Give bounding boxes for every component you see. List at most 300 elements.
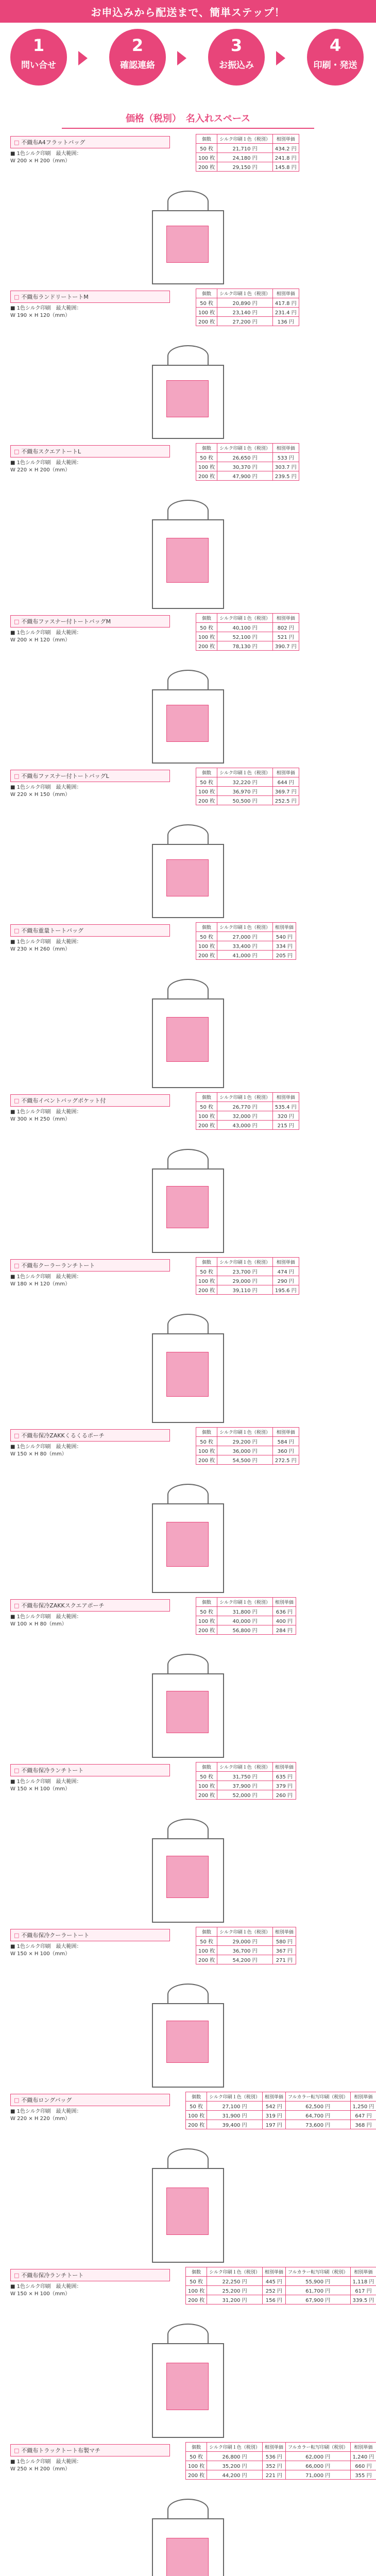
table-row xyxy=(196,777,299,787)
bag-illustration xyxy=(142,1984,234,2081)
bag-outline-icon xyxy=(152,844,224,918)
table-cell: 200 枚 xyxy=(196,317,217,326)
table-row xyxy=(196,1625,296,1635)
table-cell: 31,200 円 xyxy=(207,2295,263,2304)
price-table xyxy=(196,768,299,805)
price-table xyxy=(196,1257,299,1295)
table-cell: 1,240 円 xyxy=(350,2452,376,2461)
table-row xyxy=(196,1267,299,1276)
product-name-text: 不織布ロングバッグ xyxy=(21,2097,72,2104)
table-cell: 67,900 円 xyxy=(285,2295,350,2304)
price-table xyxy=(196,1762,296,1800)
table-header: 相別単価 xyxy=(272,1093,299,1102)
table-cell: 200 枚 xyxy=(196,1955,217,1964)
step-arrow-icon xyxy=(276,51,285,65)
table-row xyxy=(196,1437,299,1446)
bag-outline-icon xyxy=(152,2518,224,2576)
table-cell: 54,200 円 xyxy=(217,1955,273,1964)
product-block xyxy=(0,1257,376,1422)
table-cell: 62,500 円 xyxy=(285,2102,350,2111)
spec-dimensions: W 200 × H 120（mm） xyxy=(10,637,71,643)
table-header: シルク印刷１色（税別） xyxy=(207,2443,263,2452)
table-header: 相別単価 xyxy=(272,923,296,932)
square-icon: □ xyxy=(14,1262,22,1269)
step-number: 3 xyxy=(230,36,243,55)
table-cell: 100 枚 xyxy=(196,632,217,641)
table-header: 個数 xyxy=(196,1428,217,1437)
table-cell: 200 枚 xyxy=(196,1455,217,1465)
table-row xyxy=(196,144,299,153)
table-header: 個数 xyxy=(196,768,217,777)
table-cell: 647 円 xyxy=(350,2111,376,2120)
table-cell: 367 円 xyxy=(272,1946,296,1955)
table-cell: 66,000 円 xyxy=(285,2461,350,2470)
square-icon: □ xyxy=(14,927,22,934)
table-cell: 40,100 円 xyxy=(217,623,273,632)
square-icon: □ xyxy=(14,618,22,625)
table-cell: 636 円 xyxy=(272,1607,296,1616)
spec-line: ■ 1色シルク印刷 最大範囲： xyxy=(10,460,82,466)
square-icon: □ xyxy=(14,1932,22,1939)
table-row xyxy=(196,1111,299,1121)
table-row xyxy=(196,932,296,941)
table-cell: 55,900 円 xyxy=(285,2277,350,2286)
print-area-icon xyxy=(166,859,209,896)
table-cell: 200 枚 xyxy=(196,1121,217,1130)
spec-dimensions: W 300 × H 250（mm） xyxy=(10,1116,71,1122)
price-table xyxy=(196,922,296,960)
bag-outline-icon xyxy=(152,998,224,1088)
spec-dimensions: W 150 × H 100（mm） xyxy=(10,1786,71,1792)
table-header: シルク印刷１色（税別） xyxy=(217,444,273,453)
table-row xyxy=(196,1446,299,1455)
table-header: シルク印刷１色（税別） xyxy=(217,614,273,623)
table-cell: 39,400 円 xyxy=(207,2120,263,2129)
table-header: フルカラー転写印刷（税別） xyxy=(285,2443,350,2452)
price-table xyxy=(196,1427,299,1465)
table-cell: 71,000 円 xyxy=(285,2470,350,2480)
print-area-icon xyxy=(166,1522,209,1567)
print-spec xyxy=(10,630,170,644)
print-area-icon xyxy=(166,538,209,583)
table-row xyxy=(196,951,296,960)
table-row xyxy=(196,162,299,172)
step-label: お振込み xyxy=(219,60,254,71)
spec-dimensions: W 150 × H 100（mm） xyxy=(10,1951,71,1957)
print-area-icon xyxy=(166,1017,209,1062)
table-cell: 32,220 円 xyxy=(217,777,273,787)
table-header: 相別単価 xyxy=(272,1598,296,1607)
table-cell: 100 枚 xyxy=(196,1616,217,1625)
spec-line: ■ 1色シルク印刷 最大範囲： xyxy=(10,306,82,311)
price-table xyxy=(185,2442,376,2480)
bag-outline-icon xyxy=(152,1333,224,1423)
bag-illustration xyxy=(142,824,234,912)
table-cell: 1,250 円 xyxy=(350,2102,376,2111)
table-header: 個数 xyxy=(196,1258,217,1267)
table-cell: 50 枚 xyxy=(186,2452,207,2461)
product-name xyxy=(10,1429,170,1442)
table-cell: 1,118 円 xyxy=(350,2277,376,2286)
table-cell: 200 枚 xyxy=(196,641,217,651)
table-header: 相別単価 xyxy=(262,2092,285,2102)
spec-line: ■ 1色シルク印刷 最大範囲： xyxy=(10,785,82,790)
spec-dimensions: W 190 × H 120（mm） xyxy=(10,313,71,318)
table-header: 個数 xyxy=(196,923,217,932)
table-cell: 303.7 円 xyxy=(272,462,299,471)
product-block xyxy=(0,2092,376,2262)
bag-illustration xyxy=(142,500,234,603)
table-cell: 200 枚 xyxy=(196,1285,217,1295)
table-cell: 50 枚 xyxy=(196,1772,217,1781)
step-label: 確認連絡 xyxy=(120,60,155,71)
table-header: 相別単価 xyxy=(272,444,299,453)
price-table xyxy=(196,443,299,481)
table-cell: 200 枚 xyxy=(196,1625,217,1635)
table-header: 個数 xyxy=(186,2092,207,2102)
header-text: お申込みから配送まで、簡単ステップ！ xyxy=(91,6,285,19)
square-icon: □ xyxy=(14,2097,22,2104)
print-spec xyxy=(10,150,170,165)
table-row xyxy=(186,2452,376,2461)
table-cell: 23,700 円 xyxy=(217,1267,273,1276)
bag-outline-icon xyxy=(152,1503,224,1593)
table-header: 相別単価 xyxy=(272,289,299,298)
table-cell: 52,000 円 xyxy=(217,1790,273,1800)
table-header: 個数 xyxy=(186,2443,207,2452)
product-name xyxy=(10,2094,170,2106)
table-header: 個数 xyxy=(196,1762,217,1772)
spec-dimensions: W 220 × H 150（mm） xyxy=(10,792,71,798)
table-cell: 29,150 円 xyxy=(217,162,273,172)
table-cell: 536 円 xyxy=(262,2452,285,2461)
product-name-text: 不織布保冷クーラートート xyxy=(21,1932,90,1939)
step-arrow-icon xyxy=(177,51,186,65)
table-cell: 136 円 xyxy=(272,317,299,326)
step-number: 1 xyxy=(32,36,45,55)
print-area-icon xyxy=(166,2538,209,2576)
table-row xyxy=(196,1790,296,1800)
bag-handle-icon xyxy=(167,824,209,846)
product-block xyxy=(0,1092,376,1252)
table-cell: 205 円 xyxy=(272,951,296,960)
print-spec xyxy=(10,1274,170,1288)
table-header: シルク印刷１色（税別） xyxy=(217,1428,273,1437)
table-cell: 290 円 xyxy=(272,1276,299,1285)
step-number: 4 xyxy=(329,36,341,55)
table-cell: 156 円 xyxy=(262,2295,285,2304)
bag-outline-icon xyxy=(152,1838,224,1923)
table-cell: 54,500 円 xyxy=(217,1455,273,1465)
print-spec xyxy=(10,1778,170,1793)
table-cell: 31,750 円 xyxy=(217,1772,273,1781)
bag-handle-icon xyxy=(167,1654,209,1675)
table-row xyxy=(196,317,299,326)
table-cell: 200 枚 xyxy=(186,2295,207,2304)
bag-handle-icon xyxy=(167,345,209,367)
table-cell: 252.5 円 xyxy=(272,796,299,805)
table-cell: 339.5 円 xyxy=(350,2295,376,2304)
spec-dimensions: W 100 × H 80（mm） xyxy=(10,1621,67,1627)
table-row xyxy=(196,632,299,641)
price-table xyxy=(196,613,299,651)
spec-line: ■ 1色シルク印刷 最大範囲： xyxy=(10,1614,82,1620)
spec-line: ■ 1色シルク印刷 最大範囲： xyxy=(10,1109,82,1115)
table-cell: 47,900 円 xyxy=(217,471,273,481)
table-row xyxy=(196,1781,296,1790)
product-block xyxy=(0,2267,376,2437)
product-block xyxy=(0,1762,376,1922)
print-spec xyxy=(10,1109,170,1123)
table-header: シルク印刷１色（税別） xyxy=(217,768,273,777)
table-cell: 35,200 円 xyxy=(207,2461,263,2470)
bag-handle-icon xyxy=(167,2148,209,2170)
product-name-text: 不織布保冷ZAKKくるくるポーチ xyxy=(21,1432,105,1439)
bag-illustration xyxy=(142,191,234,278)
spec-dimensions: W 220 × H 220（mm） xyxy=(10,2116,71,2122)
table-header: シルク印刷１色（税別） xyxy=(217,1762,273,1772)
table-row xyxy=(186,2286,376,2295)
table-header: 相別単価 xyxy=(272,1428,299,1437)
step-3 xyxy=(208,29,265,86)
table-cell: 644 円 xyxy=(272,777,299,787)
print-spec xyxy=(10,1444,170,1458)
table-cell: 26,770 円 xyxy=(217,1102,273,1111)
table-cell: 39,110 円 xyxy=(217,1285,273,1295)
product-name-text: 不織布イベントバッグポケット付 xyxy=(21,1097,106,1104)
print-area-icon xyxy=(166,2188,209,2235)
steps-row xyxy=(0,23,376,110)
table-cell: 284 円 xyxy=(272,1625,296,1635)
bag-outline-icon xyxy=(152,1673,224,1758)
product-block xyxy=(0,134,376,283)
table-cell: 320 円 xyxy=(272,1111,299,1121)
product-name-text: 不織布ファスナー付トートバッグL xyxy=(21,773,109,779)
product-name xyxy=(10,136,170,148)
table-cell: 215 円 xyxy=(272,1121,299,1130)
table-cell: 50 枚 xyxy=(196,777,217,787)
print-area-icon xyxy=(166,1856,209,1898)
table-cell: 31,900 円 xyxy=(207,2111,263,2120)
table-header: 個数 xyxy=(196,1598,217,1607)
table-cell: 100 枚 xyxy=(186,2461,207,2470)
table-row xyxy=(196,1946,296,1955)
table-row xyxy=(196,153,299,162)
table-cell: 50 枚 xyxy=(196,623,217,632)
bag-outline-icon xyxy=(152,365,224,439)
bag-handle-icon xyxy=(167,500,209,521)
table-cell: 271 円 xyxy=(272,1955,296,1964)
table-header: 相別単価 xyxy=(272,134,299,144)
product-name-text: 不織布保冷ランチトート xyxy=(21,1767,84,1774)
table-cell: 26,650 円 xyxy=(217,453,273,462)
table-header: 相別単価 xyxy=(272,1927,296,1937)
table-row xyxy=(196,787,299,796)
spec-line: ■ 1色シルク印刷 最大範囲： xyxy=(10,151,82,157)
bag-outline-icon xyxy=(152,2343,224,2438)
spec-dimensions: W 180 × H 120（mm） xyxy=(10,1281,71,1287)
table-cell: 52,100 円 xyxy=(217,632,273,641)
table-header: 相別単価 xyxy=(350,2092,376,2102)
product-name xyxy=(10,2269,170,2281)
product-block xyxy=(0,1427,376,1592)
print-spec xyxy=(10,2283,170,2298)
square-icon: □ xyxy=(14,1602,22,1609)
step-4 xyxy=(307,29,364,86)
table-cell: 100 枚 xyxy=(196,153,217,162)
print-area-icon xyxy=(166,1691,209,1733)
table-row xyxy=(196,1607,296,1616)
table-header: 個数 xyxy=(196,289,217,298)
product-block xyxy=(0,289,376,438)
product-name xyxy=(10,924,170,937)
print-spec xyxy=(10,939,170,953)
table-cell: 50 枚 xyxy=(196,932,217,941)
square-icon: □ xyxy=(14,2272,22,2279)
table-row xyxy=(196,308,299,317)
print-area-icon xyxy=(166,2363,209,2410)
table-cell: 22,250 円 xyxy=(207,2277,263,2286)
table-cell: 25,200 円 xyxy=(207,2286,263,2295)
table-row xyxy=(196,298,299,308)
price-table xyxy=(196,134,299,172)
print-spec xyxy=(10,784,170,799)
table-cell: 660 円 xyxy=(350,2461,376,2470)
table-cell: 360 円 xyxy=(272,1446,299,1455)
product-name xyxy=(10,615,170,628)
bag-outline-icon xyxy=(152,1168,224,1253)
bag-outline-icon xyxy=(152,519,224,609)
table-cell: 145.8 円 xyxy=(272,162,299,172)
price-table xyxy=(196,1597,296,1635)
table-cell: 62,000 円 xyxy=(285,2452,350,2461)
table-header: シルク印刷１色（税別） xyxy=(207,2267,263,2277)
bag-illustration xyxy=(142,1314,234,1417)
table-cell: 26,800 円 xyxy=(207,2452,263,2461)
table-cell: 100 枚 xyxy=(196,941,217,951)
table-row xyxy=(196,1102,299,1111)
table-row xyxy=(196,453,299,462)
table-header: シルク印刷１色（税別） xyxy=(217,134,273,144)
bag-outline-icon xyxy=(152,2168,224,2263)
table-cell: 200 枚 xyxy=(196,951,217,960)
table-cell: 50 枚 xyxy=(196,1437,217,1446)
step-1 xyxy=(10,29,67,86)
price-table xyxy=(196,1092,299,1130)
print-spec xyxy=(10,2459,170,2473)
table-cell: 241.8 円 xyxy=(272,153,299,162)
product-name-text: 不織布クーラーランチトート xyxy=(21,1262,95,1269)
table-row xyxy=(196,796,299,805)
bag-illustration xyxy=(142,1654,234,1752)
bag-illustration xyxy=(142,345,234,433)
square-icon: □ xyxy=(14,1432,22,1439)
table-cell: 540 円 xyxy=(272,932,296,941)
table-row xyxy=(186,2295,376,2304)
table-header: シルク印刷１色（税別） xyxy=(217,1927,273,1937)
header-banner xyxy=(0,0,376,23)
step-label: 印刷・発送 xyxy=(313,60,357,71)
table-header: 相別単価 xyxy=(262,2443,285,2452)
table-cell: 474 円 xyxy=(272,1267,299,1276)
bag-outline-icon xyxy=(152,689,224,764)
print-area-icon xyxy=(166,226,209,263)
step-2 xyxy=(109,29,166,86)
table-cell: 100 枚 xyxy=(196,1446,217,1455)
table-cell: 20,890 円 xyxy=(217,298,273,308)
product-name-text: 不織布トラックトート布製マチ xyxy=(21,2447,101,2454)
print-spec xyxy=(10,305,170,319)
bag-outline-icon xyxy=(152,210,224,284)
table-header: 相別単価 xyxy=(350,2267,376,2277)
table-cell: 40,000 円 xyxy=(217,1616,273,1625)
bag-illustration xyxy=(142,1484,234,1587)
product-name xyxy=(10,770,170,782)
table-cell: 400 円 xyxy=(272,1616,296,1625)
spec-line: ■ 1色シルク印刷 最大範囲： xyxy=(10,2459,82,2465)
bag-handle-icon xyxy=(167,1149,209,1171)
table-cell: 260 円 xyxy=(272,1790,296,1800)
product-name-text: 不織布ランドリートートM xyxy=(21,294,89,300)
table-cell: 231.4 円 xyxy=(272,308,299,317)
table-header: フルカラー転写印刷（税別） xyxy=(285,2092,350,2102)
product-name-text: 不織布A4フラットバッグ xyxy=(21,139,86,146)
table-cell: 64,700 円 xyxy=(285,2111,350,2120)
table-cell: 31,800 円 xyxy=(217,1607,273,1616)
table-row xyxy=(196,1276,299,1285)
table-header: 個数 xyxy=(196,614,217,623)
product-name-text: 不織布保冷ZAKKスクエアポーチ xyxy=(21,1602,105,1609)
table-cell: 542 円 xyxy=(262,2102,285,2111)
price-table xyxy=(196,1927,296,1964)
table-header: 相別単価 xyxy=(272,1762,296,1772)
bag-illustration xyxy=(142,2499,234,2576)
product-name-text: 不織布保冷ランチトート xyxy=(21,2272,84,2279)
square-icon: □ xyxy=(14,448,22,455)
table-row xyxy=(196,471,299,481)
table-header: 個数 xyxy=(196,134,217,144)
table-cell: 200 枚 xyxy=(196,796,217,805)
table-header: シルク印刷１色（税別） xyxy=(217,923,273,932)
square-icon: □ xyxy=(14,1097,22,1104)
table-cell: 27,200 円 xyxy=(217,317,273,326)
table-cell: 50 枚 xyxy=(196,1267,217,1276)
bag-illustration xyxy=(142,1819,234,1917)
table-row xyxy=(196,1121,299,1130)
table-row xyxy=(186,2470,376,2480)
spec-line: ■ 1色シルク印刷 最大範囲： xyxy=(10,939,82,945)
product-block xyxy=(0,1597,376,1757)
table-header: シルク印刷１色（税別） xyxy=(217,1093,273,1102)
step-arrow-icon xyxy=(78,51,88,65)
table-row xyxy=(196,1455,299,1465)
table-cell: 36,700 円 xyxy=(217,1946,273,1955)
table-cell: 100 枚 xyxy=(186,2111,207,2120)
table-cell: 29,200 円 xyxy=(217,1437,273,1446)
table-cell: 334 円 xyxy=(272,941,296,951)
table-cell: 200 枚 xyxy=(196,1790,217,1800)
bag-handle-icon xyxy=(167,1484,209,1505)
print-area-icon xyxy=(166,705,209,742)
bag-handle-icon xyxy=(167,2324,209,2345)
table-cell: 32,000 円 xyxy=(217,1111,273,1121)
table-cell: 30,370 円 xyxy=(217,462,273,471)
table-cell: 73,600 円 xyxy=(285,2120,350,2129)
bag-handle-icon xyxy=(167,979,209,1001)
table-cell: 100 枚 xyxy=(196,462,217,471)
square-icon: □ xyxy=(14,773,22,779)
price-table xyxy=(185,2267,376,2304)
